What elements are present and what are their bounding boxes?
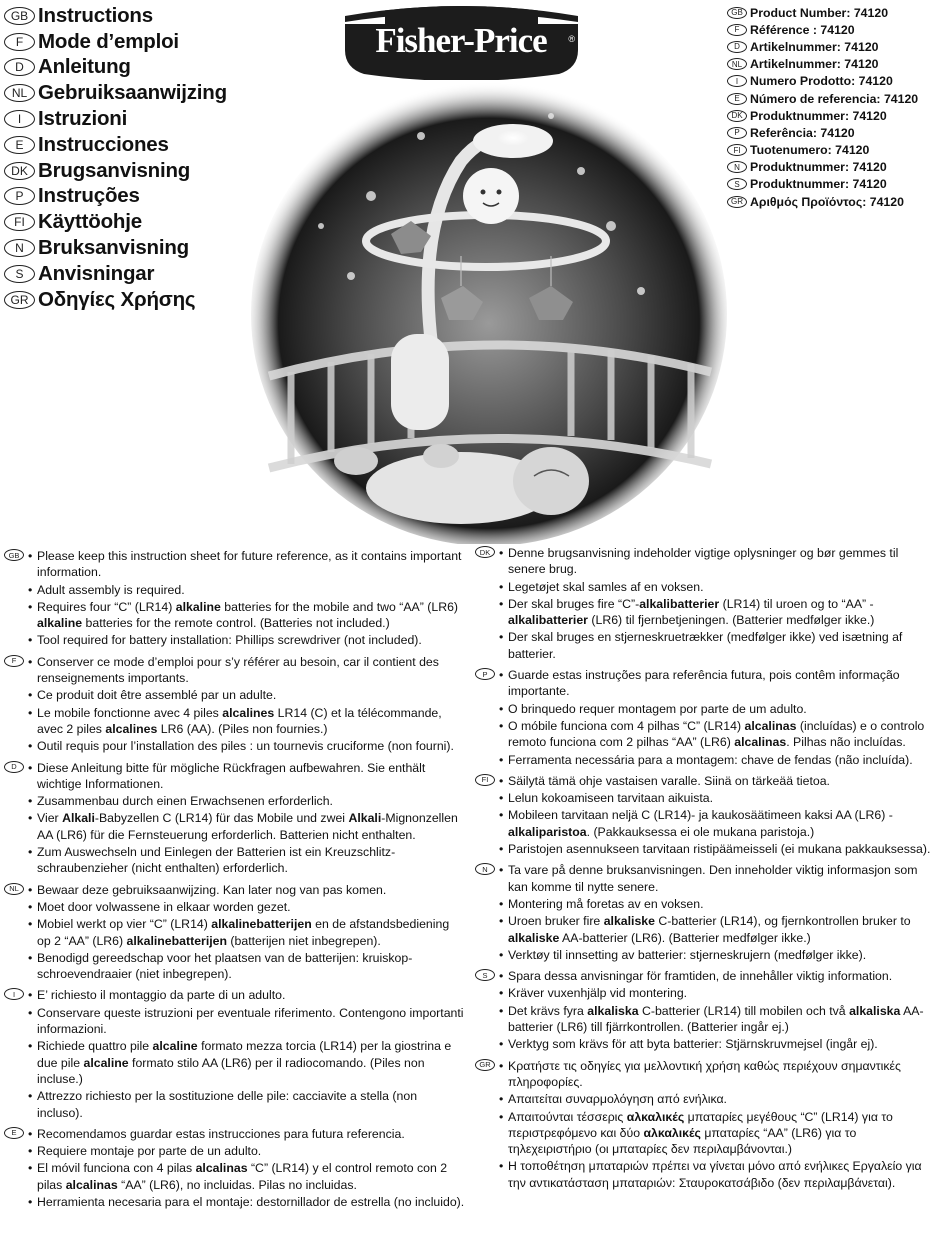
product-number-text: Tuotenumero: 74120	[750, 143, 870, 158]
instruction-item: • Guarde estas instruções para referência futura, pois contêm informação importante.	[499, 667, 937, 700]
product-number-text: Produktnummer: 74120	[750, 177, 887, 192]
instruction-section-n	[475, 862, 937, 963]
instruction-item: • Uroen bruker fire alkaliske C-batterier (LR14), og fjernkontrollen bruker to alkaliske AA-batterier (LR6). (Batterier medfølger ikke.)	[499, 913, 937, 946]
language-code-badge: D	[727, 41, 747, 53]
language-code-badge: NL	[4, 84, 35, 102]
language-title-text: Instructions	[38, 3, 153, 27]
instruction-item: • Conserver ce mode d’emploi pour s’y référer au besoin, car il contient des renseignements importants.	[28, 654, 466, 687]
language-title-text: Anvisningar	[38, 261, 155, 285]
logo-banner	[337, 2, 586, 80]
language-code-badge: GB	[4, 7, 35, 25]
instruction-item: • Η τοποθέτηση μπαταριών πρέπει να γίνεται μόνο από ενήλικες Εργαλείο για την αντικατάσταση μπαταριών: Σταυροκατσάβιδο (δεν περιλαμβάνεται).	[499, 1158, 937, 1191]
instruction-item: • Legetøjet skal samles af en voksen.	[499, 579, 937, 595]
product-number-text: Artikelnummer: 74120	[750, 57, 879, 72]
instruction-item: • Benodigd gereedschap voor het plaatsen van de batterijen: kruiskop-schroevendraaier (niet inbegrepen).	[28, 950, 466, 983]
language-code-badge: I	[4, 988, 24, 1000]
language-code-badge: NL	[4, 883, 24, 895]
language-code-badge: GR	[727, 196, 747, 208]
product-number-text: Référence : 74120	[750, 22, 855, 37]
product-number	[727, 124, 949, 141]
instruction-item: • Denne brugsanvisning indeholder vigtige oplysninger og bør gemmes til senere brug.	[499, 545, 937, 578]
language-code-badge: E	[727, 93, 747, 105]
instruction-item: • O móbile funciona com 4 pilhas “C” (LR14) alcalinas (incluídas) e o controlo remoto funciona com 2 pilhas “AA” (LR6) alcalinas. Pilhas não incluídas.	[499, 718, 937, 751]
instruction-item: • Please keep this instruction sheet for future reference, as it contains important information.	[28, 548, 466, 581]
product-number-text: Product Number: 74120	[750, 5, 889, 20]
language-code-badge: NL	[727, 58, 747, 70]
baby-crib-mobile-image	[251, 76, 727, 544]
instruction-section-s	[475, 968, 937, 1052]
language-title	[4, 29, 334, 55]
product-number	[727, 21, 949, 38]
instruction-item: • Απαιτείται συναρμολόγηση από ενήλικα.	[499, 1091, 937, 1107]
instruction-item: • Der skal bruges fire “C”-alkalibatterier (LR14) til uroen og to “AA” -alkalibatterier (LR6) til fjernbetjeningen. (Batterier medfølger ikke.)	[499, 596, 937, 629]
instruction-item: • Diese Anleitung bitte für mögliche Rückfragen aufbewahren. Sie enthält wichtige Informationen.	[28, 760, 466, 793]
product-number	[727, 73, 949, 90]
instruction-section-i	[4, 987, 466, 1120]
instruction-item: • Paristojen asennukseen tarvitaan ristipäämeisseli (ei mukana pakkauksessa).	[499, 841, 937, 857]
instruction-item: • Recomendamos guardar estas instrucciones para futura referencia.	[28, 1126, 466, 1142]
language-code-badge: S	[727, 178, 747, 190]
instruction-item: • Bewaar deze gebruiksaanwijzing. Kan later nog van pas komen.	[28, 882, 466, 898]
language-title	[4, 3, 334, 29]
instruction-item: • Moet door volwassene in elkaar worden gezet.	[28, 899, 466, 915]
instruction-item: • Verktøy til innsetting av batterier: stjerneskrujern (medfølger ikke).	[499, 947, 937, 963]
instruction-item: • Ta vare på denne bruksanvisningen. Den inneholder viktig informasjon som kan komme til nytte senere.	[499, 862, 937, 895]
product-number	[727, 176, 949, 193]
instruction-item: • Requiere montaje por parte de un adulto.	[28, 1143, 466, 1159]
product-number-text: Referência: 74120	[750, 125, 855, 140]
instruction-item: • Le mobile fonctionne avec 4 piles alcalines LR14 (C) et la télécommande, avec 2 piles alcalines LR6 (AA). (Piles non fournies.)	[28, 705, 466, 738]
language-title-text: Käyttöohje	[38, 210, 142, 234]
instruction-item: • Requires four “C” (LR14) alkaline batteries for the mobile and two “AA” (LR6) alkaline batteries for the remote control. (Batteries not included.)	[28, 599, 466, 632]
language-title-text: Mode d’emploi	[38, 29, 179, 53]
instructions-left-column	[4, 548, 466, 1215]
language-title-text: Anleitung	[38, 55, 131, 79]
instruction-section-nl	[4, 882, 466, 983]
instruction-item: • Conservare queste istruzioni per eventuale riferimento. Contengono importanti informazioni.	[28, 1005, 466, 1038]
instruction-section-e	[4, 1126, 466, 1210]
language-code-badge: DK	[4, 162, 35, 180]
instruction-section-f	[4, 654, 466, 755]
instruction-item: • Der skal bruges en stjerneskruetrækker (medfølger ikke) ved isætning af batterier.	[499, 629, 937, 662]
product-number	[727, 90, 949, 107]
product-number	[727, 4, 949, 21]
language-code-badge: GB	[4, 549, 24, 561]
instruction-item: • Verktyg som krävs för att byta batterier: Stjärnskruvmejsel (ingår ej).	[499, 1036, 937, 1052]
language-code-badge: N	[4, 239, 35, 257]
product-number	[727, 159, 949, 176]
instructions-right-column	[475, 545, 937, 1196]
language-code-badge: GR	[475, 1059, 495, 1071]
language-code-badge: P	[727, 127, 747, 139]
language-code-badge: GB	[727, 7, 747, 19]
language-code-badge: P	[4, 187, 35, 205]
registered-mark: ®	[568, 34, 575, 44]
instruction-item: • Mobileen tarvitaan neljä C (LR14)- ja kaukosäätimeen kaksi AA (LR6) -alkaliparistoa. (Pakkauksessa ei ole mukana paristoja.)	[499, 807, 937, 840]
language-title-text: Instruções	[38, 184, 140, 208]
language-code-badge: I	[727, 75, 747, 87]
instruction-item: • E’ richiesto il montaggio da parte di un adulto.	[28, 987, 466, 1003]
instruction-item: • Κρατήστε τις οδηγίες για μελλοντική χρήση καθώς περιέχουν σημαντικές πληροφορίες.	[499, 1058, 937, 1091]
language-code-badge: D	[4, 761, 24, 773]
product-photo	[251, 76, 727, 544]
instruction-item: • Adult assembly is required.	[28, 582, 466, 598]
language-title-text: Istruzioni	[38, 107, 128, 131]
instruction-section-d	[4, 760, 466, 877]
language-title-text: Gebruiksaanwijzing	[38, 81, 227, 105]
product-number	[727, 193, 949, 210]
language-code-badge: S	[475, 969, 495, 981]
instruction-item: • Mobiel werkt op vier “C” (LR14) alkalinebatterijen en de afstandsbediening op 2 “AA” (LR6) alkalinebatterijen (batterijen niet inbegrepen).	[28, 916, 466, 949]
product-number-text: Artikelnummer: 74120	[750, 39, 879, 54]
instruction-item: • Vier Alkali-Babyzellen C (LR14) für das Mobile und zwei Alkali-Mignonzellen AA (LR6) für die Fernsteuerung erforderlich. Batterien nicht enthalten.	[28, 810, 466, 843]
instruction-item: • Zusammenbau durch einen Erwachsenen erforderlich.	[28, 793, 466, 809]
instruction-item: • Richiede quattro pile alcaline formato mezza torcia (LR14) per la giostrina e due pile alcaline formato stilo AA (LR6) per il radiocomando. (Piles non incluse.)	[28, 1038, 466, 1087]
language-code-badge: E	[4, 136, 35, 154]
product-number	[727, 142, 949, 159]
product-number	[727, 56, 949, 73]
instruction-item: • Lelun kokoamiseen tarvitaan aikuista.	[499, 790, 937, 806]
instruction-item: • Ce produit doit être assemblé par un adulte.	[28, 687, 466, 703]
instruction-section-p	[475, 667, 937, 768]
product-number-list	[727, 4, 949, 210]
language-code-badge: GR	[4, 291, 35, 309]
product-number-text: Αριθμός Προϊόντος: 74120	[750, 194, 904, 209]
language-title-text: Brugsanvisning	[38, 158, 191, 182]
language-title-text: Οδηγίες Χρήσης	[38, 287, 196, 311]
language-code-badge: P	[475, 668, 495, 680]
product-number	[727, 38, 949, 55]
instruction-item: • Zum Auswechseln und Einlegen der Batterien ist ein Kreuzschlitz-schraubenzieher (nicht enthalten) erforderlich.	[28, 844, 466, 877]
product-number-text: Produktnummer: 74120	[750, 108, 887, 123]
product-number-text: Número de referencia: 74120	[750, 91, 919, 106]
product-number-text: Numero Prodotto: 74120	[750, 74, 893, 89]
instruction-item: • Det krävs fyra alkaliska C-batterier (LR14) till mobilen och två alkaliska AA-batterier (LR6) till fjärrkontrollen. (Batterier ingår ej.)	[499, 1003, 937, 1036]
language-code-badge: S	[4, 265, 35, 283]
language-code-badge: DK	[727, 110, 747, 122]
language-code-badge: FI	[475, 774, 495, 786]
language-code-badge: F	[727, 24, 747, 36]
product-number-text: Produktnummer: 74120	[750, 160, 887, 175]
instruction-section-gb	[4, 548, 466, 649]
instruction-section-dk	[475, 545, 937, 662]
instruction-item: • Απαιτούνται τέσσερις αλκαλικές μπαταρίες μεγέθους “C” (LR14) για το περιστρεφόμενο και δύο αλκαλικές μπαταρίες “AA” (LR6) για το τηλεχειριστήριο (οι μπαταρίες δεν περιλαμβάνονται.)	[499, 1109, 937, 1158]
language-code-badge: I	[4, 110, 35, 128]
instruction-item: • Tool required for battery installation: Phillips screwdriver (not included).	[28, 632, 466, 648]
brand-name: Fisher-Price	[375, 21, 547, 60]
instruction-item: • Ferramenta necessária para a montagem: chave de fendas (não incluída).	[499, 752, 937, 768]
language-code-badge: D	[4, 58, 35, 76]
instruction-item: • O brinquedo requer montagem por parte de um adulto.	[499, 701, 937, 717]
language-code-badge: F	[4, 655, 24, 667]
instruction-item: • Outil requis pour l’installation des piles : un tournevis cruciforme (non fourni).	[28, 738, 466, 754]
instruction-section-fi	[475, 773, 937, 857]
instruction-item: • Kräver vuxenhjälp vid montering.	[499, 985, 937, 1001]
language-code-badge: DK	[475, 546, 495, 558]
language-code-badge: N	[727, 161, 747, 173]
language-title-text: Bruksanvisning	[38, 236, 189, 260]
language-title-text: Instrucciones	[38, 132, 169, 156]
instruction-item: • Attrezzo richiesto per la sostituzione delle pile: cacciavite a stella (non incluso).	[28, 1088, 466, 1121]
language-code-badge: F	[4, 33, 35, 51]
instruction-item: • Herramienta necesaria para el montaje: destornillador de estrella (no incluido).	[28, 1194, 466, 1210]
instruction-section-gr	[475, 1058, 937, 1191]
language-code-badge: E	[4, 1127, 24, 1139]
instruction-item: • El móvil funciona con 4 pilas alcalinas “C” (LR14) y el control remoto con 2 pilas alcalinas “AA” (LR6), no incluidas. Pilas no incluidas.	[28, 1160, 466, 1193]
instruction-item: • Montering må foretas av en voksen.	[499, 896, 937, 912]
product-number	[727, 107, 949, 124]
language-code-badge: FI	[4, 213, 35, 231]
instruction-item: • Spara dessa anvisningar för framtiden, de innehåller viktig information.	[499, 968, 937, 984]
instruction-item: • Säilytä tämä ohje vastaisen varalle. Siinä on tärkeää tietoa.	[499, 773, 937, 789]
language-code-badge: N	[475, 863, 495, 875]
language-code-badge: FI	[727, 144, 747, 156]
fisher-price-logo	[337, 2, 586, 80]
